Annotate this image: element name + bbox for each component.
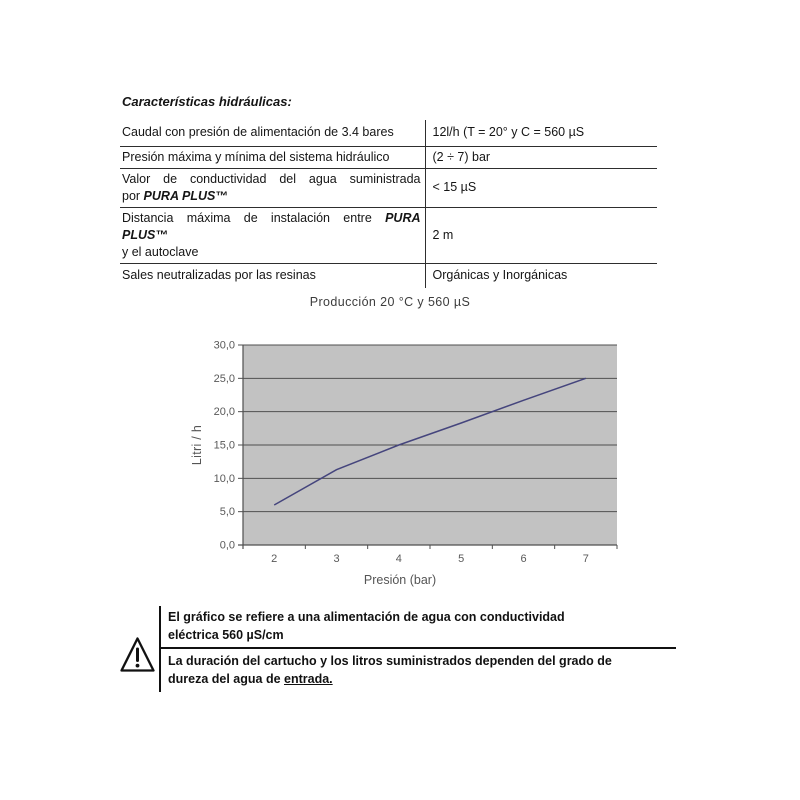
warning-text: dureza del agua de: [168, 672, 285, 686]
warning-text-line: eléctrica 560 µS/cm: [168, 628, 284, 642]
spec-value: 2 m: [425, 207, 657, 263]
spec-value: (2 ÷ 7) bar: [425, 146, 657, 168]
table-row: [120, 168, 657, 207]
y-tick-label: 25,0: [213, 372, 235, 385]
spec-label-text: Distancia máxima de instalación entre: [122, 210, 386, 225]
warning-text-line: El gráfico se refiere a una alimentación de agua con conductividad: [168, 610, 565, 624]
warning-triangle-icon: [119, 635, 156, 674]
y-tick-label: 30,0: [213, 339, 235, 352]
spec-label-line: [122, 227, 421, 244]
x-axis-title: Presión (bar): [363, 573, 437, 587]
brand-name: PLUS™: [122, 227, 168, 242]
spec-label-line: Valor de conductividad del agua suministrada: [122, 171, 421, 186]
warning-note-box: [159, 606, 676, 692]
warning-note-1: [161, 606, 676, 649]
table-row: [120, 120, 657, 146]
y-axis-title: Litri / h: [190, 424, 204, 466]
spec-value: < 15 µS: [425, 168, 657, 207]
spec-label: Presión máxima y mínima del sistema hidráulico: [120, 146, 425, 168]
x-tick-label: 2: [271, 553, 278, 565]
brand-name: PURA PLUS™: [143, 188, 228, 203]
section-heading: Características hidráulicas:: [122, 94, 292, 109]
spec-label-line: [122, 188, 421, 205]
spec-label-text: por: [122, 188, 144, 203]
y-tick-label: 20,0: [213, 406, 235, 419]
y-tick-label: 5,0: [219, 506, 235, 519]
spec-value: Orgánicas y Inorgánicas: [425, 263, 657, 288]
spec-label: Caudal con presión de alimentación de 3.4 bares: [120, 120, 425, 146]
x-tick-label: 6: [520, 553, 527, 565]
y-tick-label: 10,0: [213, 472, 235, 485]
spec-label: Sales neutralizadas por las resinas: [122, 268, 316, 283]
x-tick-label: 7: [582, 553, 589, 565]
warning-text-line: [168, 670, 672, 688]
production-chart: [150, 330, 650, 580]
warning-text-line: La duración del cartucho y los litros suministrados dependen del grado de: [168, 654, 612, 668]
spec-value: 12l/h (T = 20° y C = 560 µS: [425, 120, 657, 146]
brand-name: PURA: [385, 210, 421, 225]
warning-note-2: [161, 649, 676, 692]
chart-title: Producción 20 °C y 560 µS: [309, 295, 471, 309]
table-row: [120, 146, 657, 168]
y-tick-label: 15,0: [213, 439, 235, 452]
spec-label: [120, 168, 425, 207]
table-row: [120, 207, 657, 263]
spec-label-line: y el autoclave: [122, 244, 199, 259]
x-tick-label: 5: [458, 553, 465, 565]
spec-label: [120, 207, 425, 263]
table-row: [120, 263, 657, 288]
x-tick-label: 4: [395, 553, 402, 565]
y-tick-label: 0,0: [219, 539, 235, 552]
x-tick-label: 3: [333, 553, 340, 565]
hydraulic-specs-table: [120, 120, 657, 288]
underlined-text: entrada.: [284, 672, 333, 686]
spec-label-line: [122, 210, 421, 227]
